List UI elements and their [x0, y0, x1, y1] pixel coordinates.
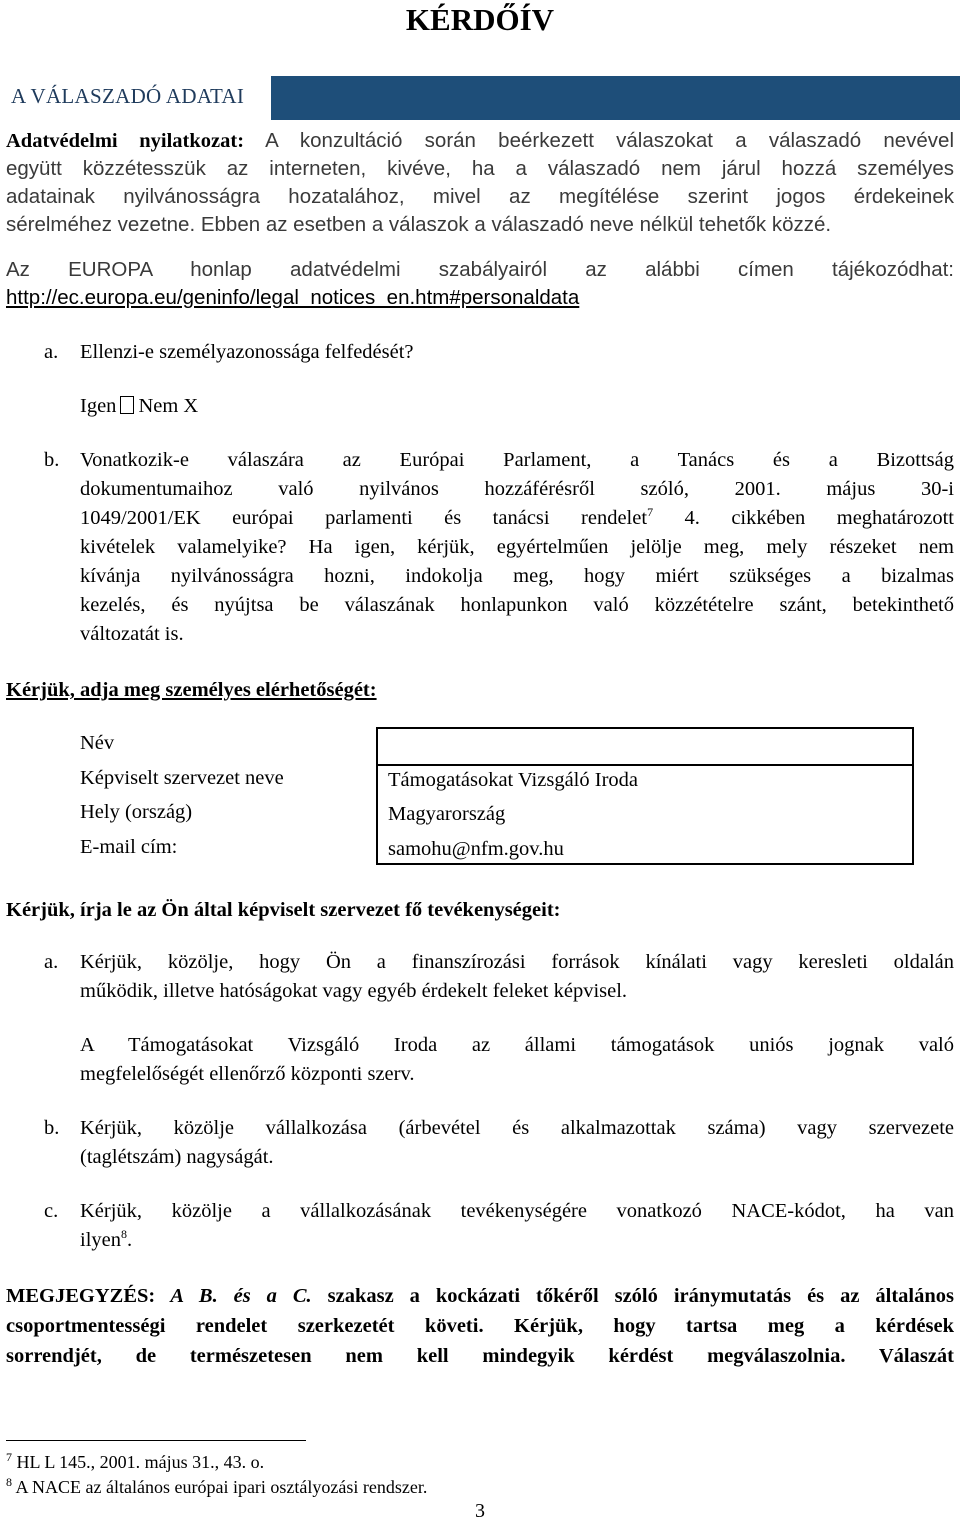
form-value-country[interactable]: Magyarország — [388, 803, 506, 825]
privacy-line-2: együtt közzétesszük az interneten, kivéve, ha a válaszadó nem járul hozzá személyes — [6, 157, 954, 180]
footnote-separator — [6, 1440, 306, 1441]
activities-heading: Kérjük, írja le az Ön által képviselt szervezet fő tevékenységeit: — [6, 899, 561, 921]
question-b-line-6: kezelés, és nyújtsa be válaszának honlapunkon való közzétételre szánt, betekinthető — [80, 594, 954, 616]
activity-a-line-1: Kérjük, közölje, hogy Ön a finanszírozási források kínálati vagy keresleti oldalán — [80, 951, 954, 973]
activity-a-number: a. — [44, 951, 59, 973]
section-header: A VÁLASZADÓ ADATAI — [11, 84, 245, 108]
activity-b-line-2: (taglétszám) nagyságát. — [80, 1146, 274, 1168]
privacy-label: Adatvédelmi nyilatkozat: — [6, 130, 245, 152]
question-b-line-1: Vonatkozik-e válaszára az Európai Parlament, a Tanács és a Bizottság — [80, 449, 954, 471]
question-a-number: a. — [44, 341, 59, 363]
page-title: KÉRDŐÍV — [405, 2, 555, 37]
note-label: MEGJEGYZÉS: — [6, 1285, 156, 1307]
activity-a-answer-1: A Támogatásokat Vizsgáló Iroda az állami támogatások uniós jognak való — [80, 1034, 954, 1056]
europa-link[interactable]: http://ec.europa.eu/geninfo/legal_notices_en.htm#personaldata — [6, 286, 580, 309]
activity-a-line-2: működik, illetve hatóságokat vagy egyéb érdekelt feleket képvisel. — [80, 980, 628, 1002]
privacy-line-3: adatainak nyilvánosságra hozatalához, mivel az megítélése szerint jogos érdekeinek — [6, 185, 954, 208]
answer-yes: Igen — [80, 395, 117, 417]
form-value-email[interactable]: samohu@nfm.gov.hu — [388, 838, 564, 860]
footnote-8: $^8$ A NACE az általános európai ipari osztályozási rendszer. — [6, 1475, 428, 1497]
question-a-text: Ellenzi-e személyazonossága felfedését? — [80, 341, 414, 363]
contact-heading: Kérjük, adja meg személyes elérhetőségét: — [6, 679, 377, 701]
privacy-line-1: Adatvédelmi nyilatkozat: A konzultáció során beérkezett válaszokat a válaszadó nevével — [6, 129, 955, 152]
form-label-organisation: Képviselt szervezet neve — [80, 767, 284, 789]
checkbox-icon[interactable] — [120, 396, 134, 414]
activity-c-line-1: Kérjük, közölje a vállalkozásának tevékenységére vonatkozó NACE-kódot, ha van — [80, 1200, 954, 1222]
form-label-email: E-mail cím: — [80, 836, 178, 858]
form-value-organisation[interactable]: Támogatásokat Vizsgáló Iroda — [388, 769, 639, 791]
question-b-line-2: dokumentumaihoz való nyilvános hozzáférésről szóló, 2001. május 30-i — [80, 478, 954, 500]
form-label-country: Hely (ország) — [80, 801, 193, 823]
form-value-name[interactable] — [388, 728, 908, 762]
activity-c-number: c. — [44, 1200, 59, 1222]
activity-c-line-2: ilyen$^8$. — [80, 1227, 133, 1251]
footnote-ref-8: 8 — [121, 1227, 127, 1242]
footnote-ref-7: 7 — [647, 505, 654, 520]
question-b-line-4: kivételek valamelyike? Ha igen, kérjük, egyértelműen jelölje meg, mely részeket nem — [80, 536, 954, 558]
activity-b-number: b. — [44, 1117, 60, 1139]
question-b-line-3: 1049/2001/EK európai parlamenti és tanácsi rendelet$^7$ 4. cikkében meghatározott — [80, 505, 955, 529]
question-b-line-5: kívánja nyilvánosságra hozni, indokolja meg, hogy miért szükséges a bizalmas — [80, 565, 954, 587]
footnote-7: $^7$ HL L 145., 2001. május 31., 43. o. — [6, 1450, 265, 1472]
answer-no: Nem X — [138, 395, 199, 417]
question-b-number: b. — [44, 449, 60, 471]
note-line-1: MEGJEGYZÉS: A B. és a C. szakasz a kockázati tőkéről szóló iránymutatás és az általános — [6, 1285, 954, 1307]
activity-b-line-1: Kérjük, közölje vállalkozása (árbevétel és alkalmazottak száma) vagy szervezete — [80, 1117, 954, 1139]
page-number: 3 — [475, 1500, 485, 1522]
privacy-line-4: sérelméhez vezetne. Ebben az esetben a válaszok a válaszadó neve nélkül tehetők közzé. — [6, 213, 832, 236]
note-line-2: csoportmentességi rendelet szerkezetét követi. Kérjük, hogy tartsa meg a kérdések — [6, 1315, 954, 1337]
question-b-line-7: változatát is. — [80, 623, 184, 645]
activity-a-answer-2: megfelelőségét ellenőrző központi szerv. — [80, 1063, 415, 1085]
question-a-answer — [80, 392, 198, 420]
note-line-3: sorrendjét, de természetesen nem kell mindegyik kérdést megválaszolnia. Válaszát — [6, 1345, 954, 1367]
form-label-name: Név — [80, 732, 115, 754]
europa-line-1: Az EUROPA honlap adatvédelmi szabályairól az alábbi címen tájékozódhat: — [6, 258, 954, 281]
